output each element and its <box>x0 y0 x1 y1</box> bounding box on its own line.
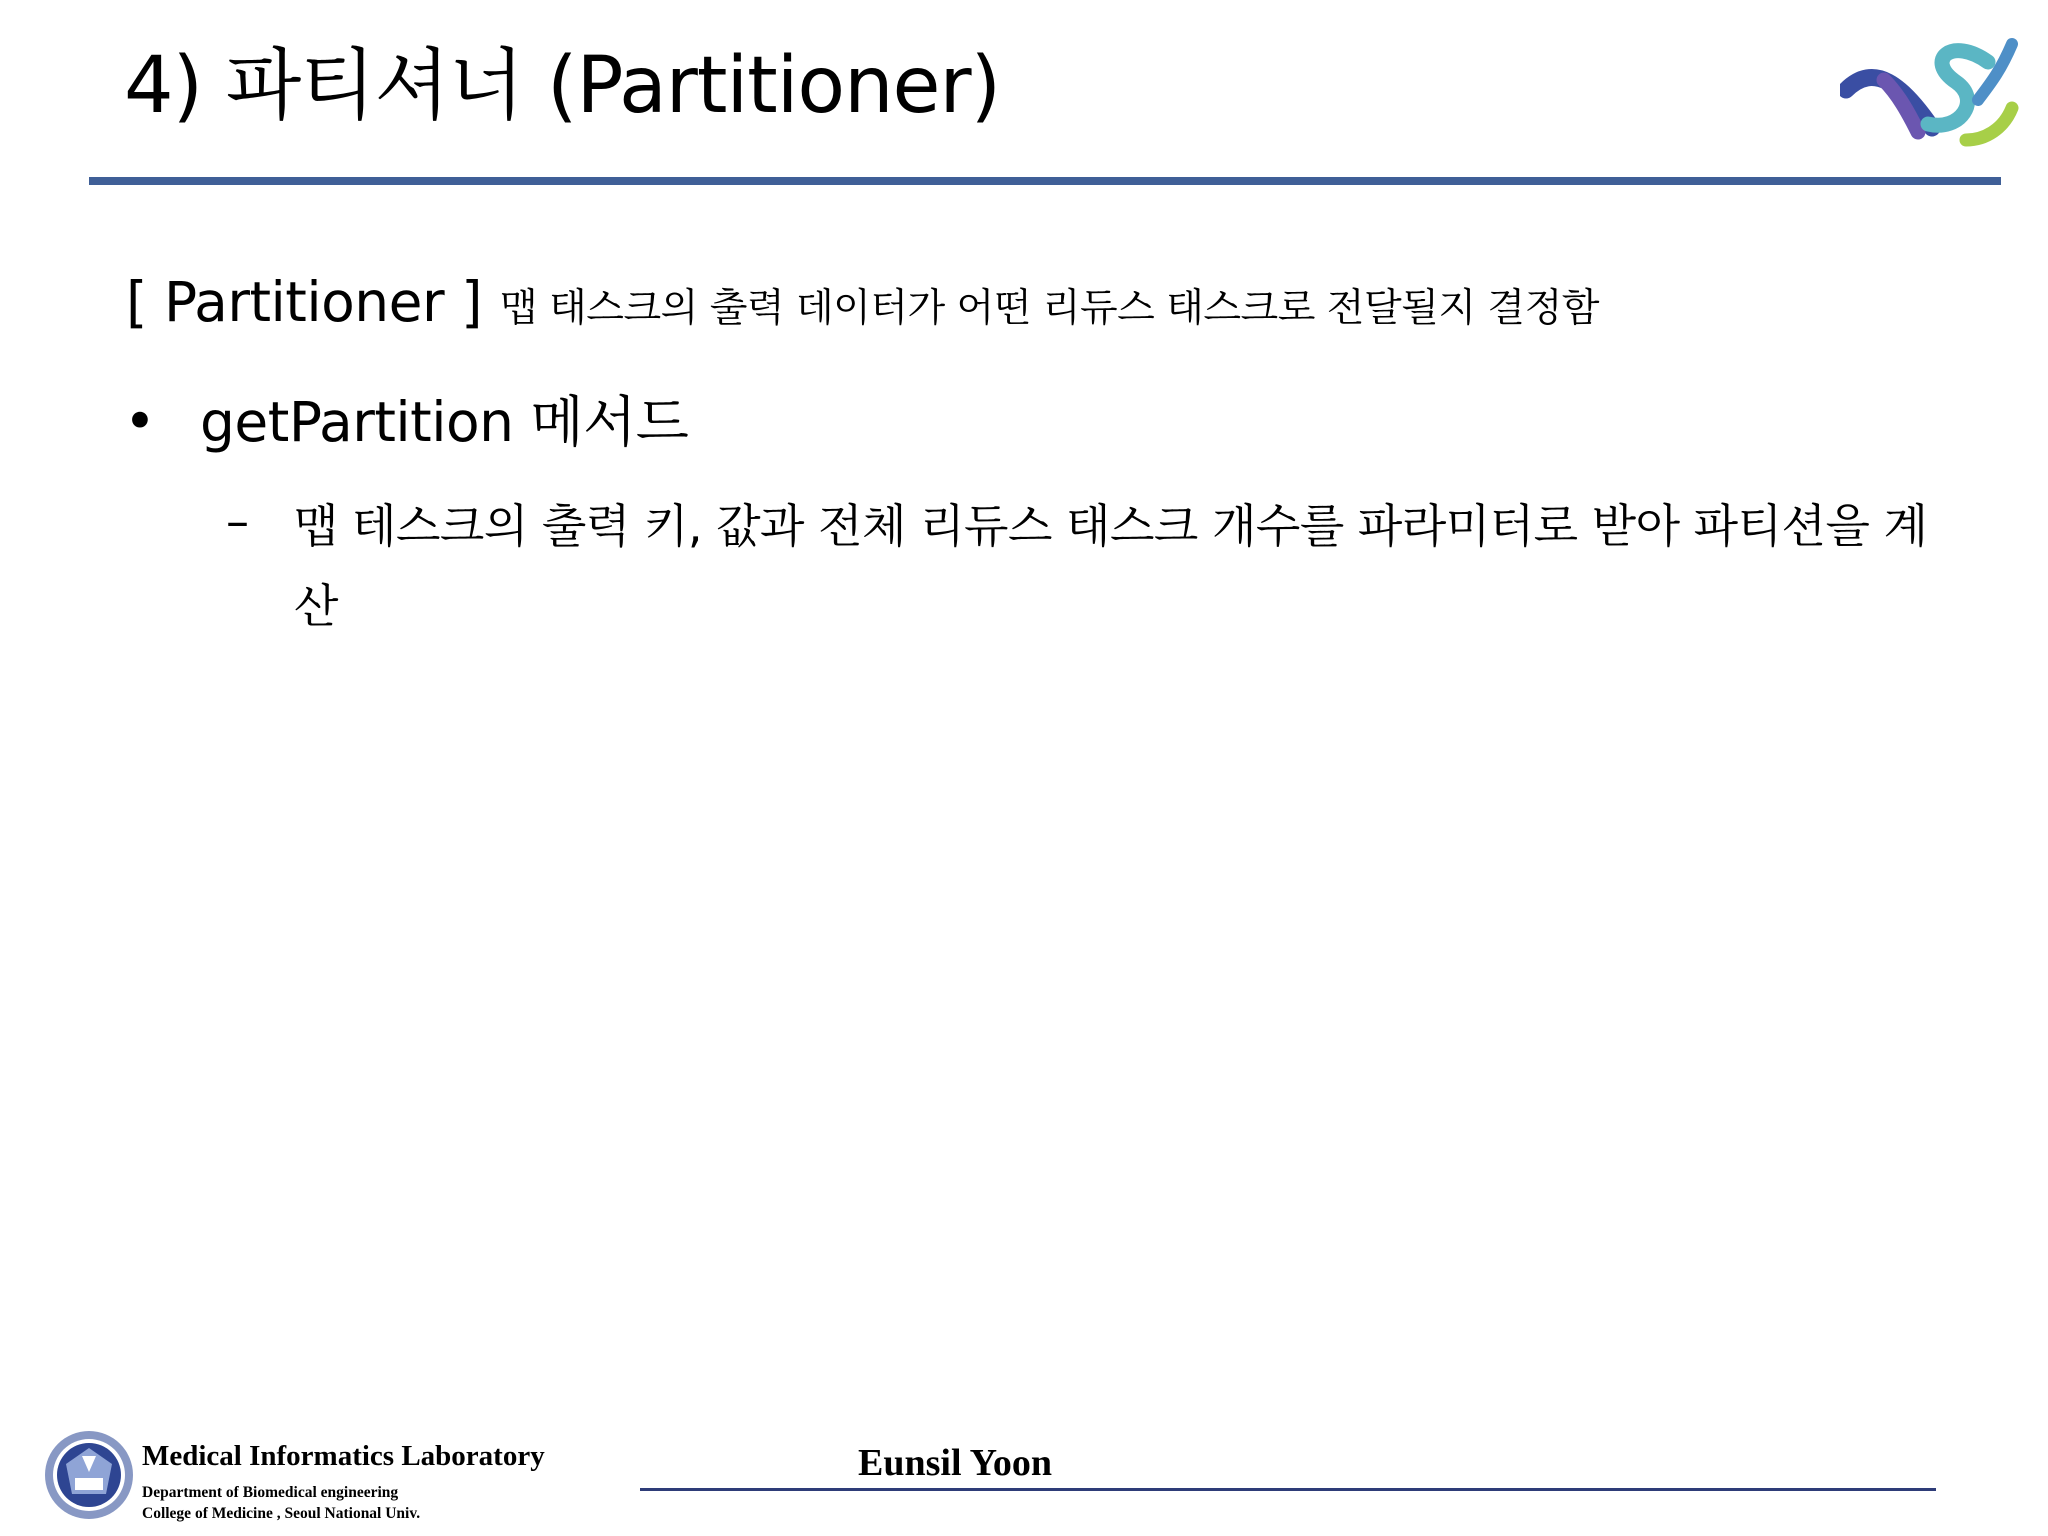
lab-college: College of Medicine , Seoul National Univ. <box>142 1505 421 1522</box>
lab-name: Medical Informatics Laboratory <box>142 1440 545 1472</box>
bullet-text: getPartition 메서드 <box>200 390 689 454</box>
author-name: Eunsil Yoon <box>858 1442 1052 1484</box>
lab-department: Department of Biomedical engineering <box>142 1484 399 1501</box>
definition-text: 맵 태스크의 출력 데이터가 어떤 리듀스 태스크로 전달될지 결정함 <box>500 286 1599 331</box>
footer-divider <box>640 1488 1936 1491</box>
lab-logo-icon <box>1840 32 2020 150</box>
title-divider <box>89 177 2001 185</box>
slide-title: 4) 파티셔너 (Partitioner) <box>124 41 1001 131</box>
definition-line <box>126 270 1599 334</box>
sub-bullet-text: 맵 테스크의 출력 키, 값과 전체 리듀스 태스크 개수를 파라미터로 받아 파티션을 계산 <box>294 499 1928 633</box>
sub-bullet-dash-icon: – <box>226 494 249 548</box>
bullet-icon: • <box>124 390 156 453</box>
university-seal-icon <box>42 1428 136 1522</box>
definition-term: [ Partitioner ] <box>126 270 483 334</box>
